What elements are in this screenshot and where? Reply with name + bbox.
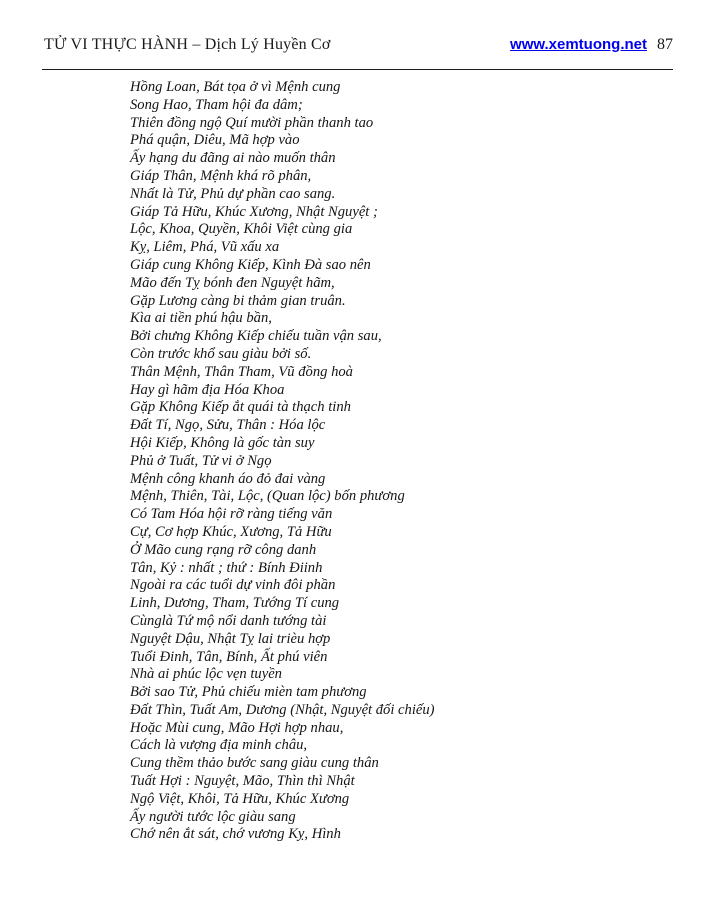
poem-line: Giáp cung Không Kiếp, Kình Đà sao nên <box>130 256 371 273</box>
book-title: TỬ VI THỰC HÀNH – Dịch Lý Huyền Cơ <box>44 36 331 53</box>
poem-line: Gặp Lương càng bi thảm gian truân. <box>130 292 346 309</box>
poem-line: Đất Tí, Ngọ, Sửu, Thân : Hóa lộc <box>130 417 326 434</box>
poem-line: Ngoài ra các tuổi dự vinh đôi phần <box>130 577 336 594</box>
poem-line: Thân Mệnh, Thân Tham, Vũ đồng hoà <box>130 363 353 380</box>
poem-line: Đất Thìn, Tuất Am, Dương (Nhật, Nguyệt đối chiếu) <box>130 701 435 718</box>
poem-line: Ấy người tước lộc giàu sang <box>130 808 296 825</box>
poem-line: Mệnh, Thiên, Tài, Lộc, (Quan lộc) bốn phương <box>130 488 405 505</box>
poem-line: Ở Mão cung rạng rỡ công danh <box>130 541 317 558</box>
poem-line: Tuất Hợi : Nguyệt, Mão, Thìn thì Nhật <box>130 773 355 790</box>
poem-line: Bởi chưng Không Kiếp chiếu tuần vận sau, <box>130 328 382 345</box>
poem-line: Hoặc Mùi cung, Mão Hợi hợp nhau, <box>130 719 344 736</box>
poem-line: Mệnh công khanh áo đỏ đai vàng <box>130 470 326 487</box>
poem-line: Hồng Loan, Bát tọa ở vì Mệnh cung <box>130 79 341 95</box>
poem-line: Cự, Cơ hợp Khúc, Xương, Tả Hữu <box>130 523 332 540</box>
poem-line: Gặp Không Kiếp ắt quái tà thạch tinh <box>130 399 351 416</box>
poem-line: Bởi sao Tử, Phủ chiếu mièn tam phương <box>130 684 367 701</box>
page-number: 87 <box>657 36 673 53</box>
poem-line: Nhà ai phúc lộc vẹn tuyền <box>130 666 282 683</box>
poem-line: Kỵ, Liêm, Phá, Vũ xấu xa <box>130 239 280 256</box>
poem-line: Cung thềm thảo bước sang giàu cung thân <box>130 755 379 772</box>
poem-body <box>130 79 630 844</box>
poem-line: Hội Kiếp, Không là gốc tàn suy <box>130 434 315 451</box>
poem-line: Nguyệt Dậu, Nhật Tỵ lai trièu hợp <box>130 630 331 647</box>
poem-line: Nhất là Tử, Phủ dự phần cao sang. <box>130 185 336 202</box>
poem-line: Song Hao, Tham hội đa dâm; <box>130 96 303 113</box>
poem-line: Giáp Thân, Mệnh khá rõ phân, <box>130 167 312 184</box>
poem-line: Ấy hạng du đãng ai nào muốn thân <box>130 150 336 167</box>
poem-line: Thiên đồng ngộ Quí mười phần thanh tao <box>130 114 374 131</box>
poem-line: Cùnglà Tứ mộ nổi danh tướng tài <box>130 612 327 629</box>
poem-line: Mão đến Tỵ bónh đen Nguyệt hãm, <box>130 274 335 291</box>
poem-line: Ngộ Việt, Khôi, Tả Hữu, Khúc Xương <box>130 790 350 807</box>
poem-line: Giáp Tả Hữu, Khúc Xương, Nhật Nguyệt ; <box>130 203 378 220</box>
poem-line: Có Tam Hóa hội rỡ ràng tiếng văn <box>130 506 333 523</box>
poem-line: Cách là vượng địa minh châu, <box>130 737 308 754</box>
header-right <box>510 36 673 54</box>
poem-line: Tân, Kỷ : nhất ; thứ : Bính Điinh <box>130 559 323 576</box>
poem-line: Phủ ở Tuất, Tử vi ở Ngọ <box>130 452 272 469</box>
poem-line: Linh, Dương, Tham, Tướng Tí cung <box>130 595 340 612</box>
website-link[interactable]: www.xemtuong.net <box>510 36 647 53</box>
header-divider <box>42 69 673 70</box>
poem-line: Hay gì hãm địa Hóa Khoa <box>130 381 285 398</box>
poem-line: Chớ nên ắt sát, chớ vương Kỵ, Hình <box>130 826 341 843</box>
poem-line: Lộc, Khoa, Quyền, Khôi Việt cùng gia <box>130 221 353 238</box>
poem-line: Kìa ai tiền phú hậu bần, <box>130 310 272 327</box>
poem-line: Phá quận, Diêu, Mã hợp vào <box>130 132 300 149</box>
page-header <box>44 36 673 54</box>
poem-line: Còn trước khổ sau giàu bởi số. <box>130 345 312 362</box>
poem-line: Tuổi Đinh, Tân, Bính, Ất phú viên <box>130 648 328 665</box>
